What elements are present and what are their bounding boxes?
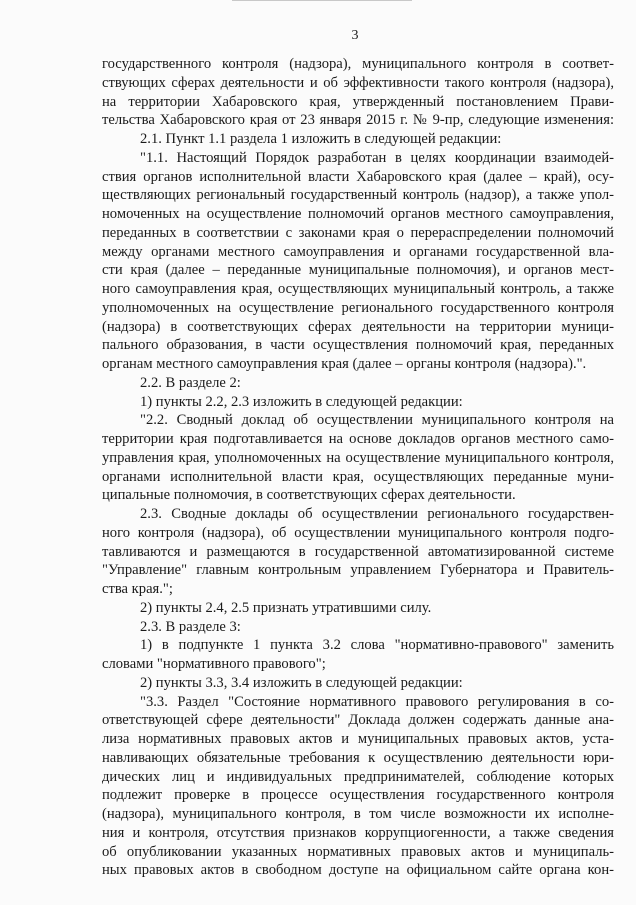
text-line: ответствующей сфере деятельности" Доклада должен содержать данные ана- xyxy=(102,712,614,729)
text-line: сти края (далее – переданные муниципальные полномочия), и органов мест- xyxy=(102,262,614,279)
text-line: тельства Хабаровского края от 23 января 2015 г. № 9-пр, следующие изменения: xyxy=(102,112,614,129)
text-line: "2.2. Сводный доклад об осуществлении муниципального контроля на xyxy=(140,412,614,429)
text-line: тавливаются и размещаются в государственной автоматизированной системе xyxy=(102,543,614,560)
text-line: пального образования, в части осуществления полномочий края, переданных xyxy=(102,337,614,354)
text-line: 1) пункты 2.2, 2.3 изложить в следующей редакции: xyxy=(140,393,463,410)
text-line: подлежит проверке в процессе осуществления государственного контроля xyxy=(102,787,614,804)
text-line: 2.3. В разделе 3: xyxy=(140,618,241,635)
text-line: органам местного самоуправления края (далее – органы контроля (надзора).". xyxy=(102,356,587,372)
text-line: управления края, уполномоченных на осуществление муниципального контроля, xyxy=(102,449,614,466)
text-line: "1.1. Настоящий Порядок разработан в целях координации взаимодей- xyxy=(140,149,614,166)
text-line: об опубликовании указанных нормативных правовых актов и муниципаль- xyxy=(102,843,614,860)
text-line: государственного контроля (надзора), муниципального контроля в соответ- xyxy=(102,56,614,72)
text-line: (надзора) в соответствующих сферах деятельности на территории муници- xyxy=(102,318,614,335)
text-line: словами "нормативного правового"; xyxy=(102,656,326,672)
text-line: (надзора), муниципального контроля, в том числе возможности их исполне- xyxy=(102,806,614,822)
text-line: ства края."; xyxy=(102,581,173,597)
text-line: ного контроля (надзора), об осуществлении муниципального контроля подго- xyxy=(102,524,614,541)
text-line: дических лиц и индивидуальных предпринимателей, соблюдение которых xyxy=(102,768,614,785)
text-line: ния и контроля, отсутствия признаков коррупциогенности, а также сведения xyxy=(102,824,614,841)
text-line: переданных в соответствии с законами края о перераспределении полномочий xyxy=(102,224,614,241)
text-line: "Управление" главным контрольным управлением Губернатора и Правитель- xyxy=(102,562,614,579)
text-line: ных правовых актов в свободном доступе на официальном сайте органа кон- xyxy=(102,862,614,879)
text-line: уполномоченных на осуществление регионального государственного контроля xyxy=(102,299,614,316)
text-line: ствующих сферах деятельности и об эффективности такого контроля (надзора), xyxy=(102,74,614,91)
text-line: лиза нормативных правовых актов и муниципальных правовых актов, уста- xyxy=(102,731,614,747)
text-line: ствия органов исполнительной власти Хабаровского края (далее – край), осу- xyxy=(102,168,614,185)
text-line: 2.3. Сводные доклады об осуществлении регионального государствен- xyxy=(140,506,614,522)
text-line: 2) пункты 3.3, 3.4 изложить в следующей редакции: xyxy=(140,674,463,691)
text-line: номоченных на осуществление полномочий органов местного самоуправления, xyxy=(102,206,614,222)
text-line: навливающих обязательные требования к осуществлению деятельности юри- xyxy=(102,749,614,766)
text-line: органами исполнительной власти края, осуществляющих переданные муни- xyxy=(102,468,614,485)
text-line: 2.1. Пункт 1.1 раздела 1 изложить в следующей редакции: xyxy=(140,131,502,147)
text-line: 1) в подпункте 1 пункта 3.2 слова "нормативно-правового" заменить xyxy=(140,637,614,654)
text-line: ципальные полномочия, в соответствующих сферах деятельности. xyxy=(102,487,516,504)
text-line: 2) пункты 2.4, 2.5 признать утратившими силу. xyxy=(140,599,432,616)
text-line: "3.3. Раздел "Состояние нормативного правового регулирования в со- xyxy=(140,693,614,710)
text-line: ществляющих региональный государственный контроль (надзор), а также упол- xyxy=(102,187,614,204)
scan-edge-divider xyxy=(232,0,412,1)
text-line: ного самоуправления края, осуществляющих муниципальный контроль, а также xyxy=(102,281,614,297)
document-body xyxy=(102,55,614,880)
text-line: между органами местного самоуправления и органами государственной вла- xyxy=(102,243,614,260)
text-line: на территории Хабаровского края, утвержденный постановлением Прави- xyxy=(102,93,614,110)
text-line: территории края подготавливается на основе докладов органов местного само- xyxy=(102,431,614,447)
text-line: 2.2. В разделе 2: xyxy=(140,374,241,391)
page-number: 3 xyxy=(351,28,359,43)
